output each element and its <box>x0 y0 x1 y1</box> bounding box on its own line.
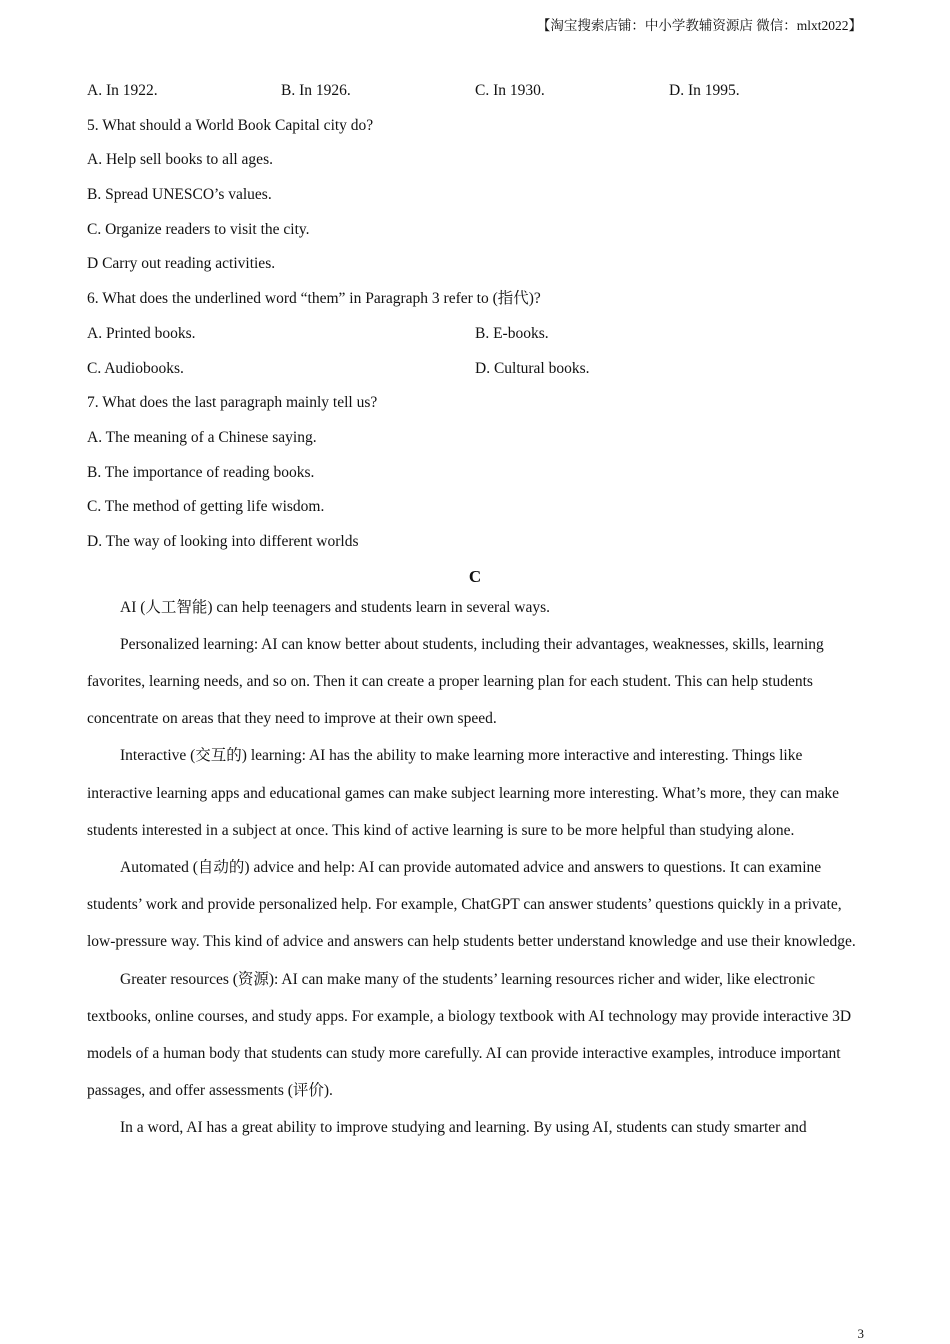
q6-option-b: B. E-books. <box>475 324 549 342</box>
q7-question: 7. What does the last paragraph mainly tell us? <box>87 394 378 412</box>
header-note: 【淘宝搜索店铺：中小学教辅资源店 微信：mlxt2022】 <box>536 18 862 33</box>
q6-option-a: A. Printed books. <box>87 324 196 342</box>
q7-option-b: B. The importance of reading books. <box>87 463 315 481</box>
q4-options <box>87 81 863 116</box>
section-c-paragraph-personalized: Personalized learning: AI can know better about students, including their advantages, weaknesses, skills, learning favorites, learning needs, and so on. Then it can create a proper learning plan for each student. This can help students concentrate on areas that they need to improve at their own speed. <box>87 635 824 728</box>
q5-option-d: D Carry out reading activities. <box>87 255 276 273</box>
page-content <box>87 81 863 1155</box>
q5-option-b: B. Spread UNESCO’s values. <box>87 186 272 204</box>
q4-option-b: B. In 1926. <box>281 82 351 99</box>
q6-option-d: D. Cultural books. <box>475 359 590 377</box>
q7-option-d: D. The way of looking into different worlds <box>87 532 359 550</box>
q4-option-d: D. In 1995. <box>669 82 740 99</box>
section-c-paragraph-conclusion: In a word, AI has a great ability to improve studying and learning. By using AI, students can study smarter and <box>120 1119 807 1137</box>
q5-option-a: A. Help sell books to all ages. <box>87 151 273 169</box>
q4-option-a: A. In 1922. <box>87 82 158 99</box>
section-c-paragraph-resources: Greater resources (资源): AI can make many of the students’ learning resources richer and wider, like electronic textbooks, online courses, and study apps. For example, a biology textbook with AI technology may provide interactive 3D models of a human body that students can study more carefully. AI can provide interactive examples, introduce important passages, and offer assessments (评价). <box>87 970 852 1100</box>
section-c-paragraph-automated: Automated (自动的) advice and help: AI can provide automated advice and answers to questions. It can examine students’ work and provide personalized help. For example, ChatGPT can answer students’ questions quickly in a private, low-pressure way. This kind of advice and answers can help students better understand knowledge and use their knowledge. <box>87 859 856 951</box>
q7-option-a: A. The meaning of a Chinese saying. <box>87 428 317 446</box>
section-c-paragraph-intro: AI (人工智能) can help teenagers and students learn in several ways. <box>120 598 550 616</box>
section-c-title: C <box>468 566 482 586</box>
section-c-paragraph-interactive: Interactive (交互的) learning: AI has the ability to make learning more interactive and interesting. Things like interactive learning apps and educational games can make subject learning more interesting. What’s more, they can make students interested in a subject at once. This kind of active learning is sure to be more helpful than studying alone. <box>87 747 840 839</box>
page-number: 3 <box>857 1326 864 1341</box>
q4-option-c: C. In 1930. <box>475 82 545 99</box>
q6-options-row-2 <box>87 359 863 394</box>
q6-question: 6. What does the underlined word “them” in Paragraph 3 refer to (指代)? <box>87 290 541 308</box>
q5-question: 5. What should a World Book Capital city do? <box>87 116 374 134</box>
q6-options-row-1 <box>87 324 863 359</box>
q5-option-c: C. Organize readers to visit the city. <box>87 220 310 238</box>
q6-option-c: C. Audiobooks. <box>87 359 184 377</box>
q7-option-c: C. The method of getting life wisdom. <box>87 498 325 516</box>
